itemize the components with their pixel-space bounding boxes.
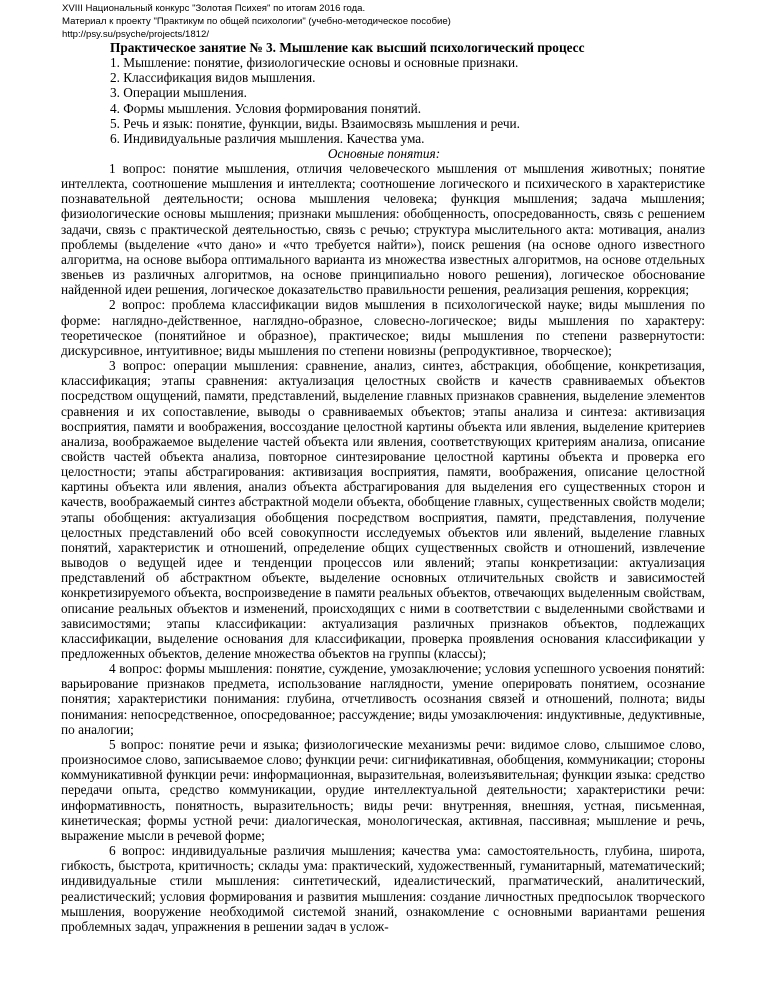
lesson-plan-list: [110, 55, 750, 146]
plan-item: 3. Операции мышления.: [110, 85, 247, 101]
body-paragraph: 3 вопрос: операции мышления: сравнение, анализ, синтез, абстракция, обобщение, конкретизация, классификация; этапы сравнения: актуализация целостных свойств и качеств сравниваемых объектов посредством ощущений, памяти, представлений, выделение главных признаков сравнения, выделение элементов сравнения и их сопоставление, выводы о сравниваемых объектов; этапы анализа и синтеза: активизация восприятия, памяти и воображения, воссоздание целостной картины объекта или явления, выделение критериев анализа, воображаемое выделение частей объекта или явления, соответствующих критериям анализа, описание свойств частей объекта анализа, повторное синтезирование целостной картины объекта и проверка его целостности; этапы абстрагирования: активизация восприятия, памяти, воображения, описание целостной картины объекта или явления, анализ объекта абстрагирования для выделения его существенных сторон и качеств, воображаемый синтез абстрактной модели объекта, обобщение главных, существенных свойств модели; этапы обобщения: актуализация обобщения посредством восприятия, памяти, представления, получение целостных представлений обо всей совокупности исследуемых объектов или явлений, выделение главных понятий, характеристик и отношений, определение общих существенных свойств и отношений, извлечение выводов о ведущей идее и тенденции процессов или явлений; этапы конкретизации: актуализация представлений об абстрактном объекте, выделение основных отличительных свойств и зависимостей конкретизируемого объекта, воспроизведение в памяти реальных объектов, отвечающих выделенным свойствам, описание реальных объектов и изменений, происходящих с ними в соответствии с выделенными свойствами и зависимостями; этапы классификации: актуализация различных признаков объектов, подлежащих классификации, выделение основания для классификации, проверка проявления основания классификации у предложенных объектов, деление множества объектов на группы (классы);: [61, 358, 705, 661]
concepts-heading: Основные понятия:: [327, 146, 441, 161]
plan-item: 6. Индивидуальные различия мышления. Качества ума.: [110, 131, 425, 147]
plan-item: 1. Мышление: понятие, физиологические основы и основные признаки.: [110, 55, 519, 70]
header-line-project: Материал к проекту "Практикум по общей психологии" (учебно-методическое пособие): [62, 16, 451, 27]
body-paragraph: 4 вопрос: формы мышления: понятие, суждение, умозаключение; условия успешного усвоения понятий: варьирование признаков предмета, использование наглядности, умение оперировать понятием, осознание понятия; характеристики понимания: глубина, отчетливость осознания связей и отношений, полнота; виды понимания: непосредственное, опосредованное; рассуждение; виды умозаключения: индуктивные, дедуктивные, по аналогии;: [61, 661, 705, 737]
body-paragraph: 6 вопрос: индивидуальные различия мышления; качества ума: самостоятельность, глубина, широта, гибкость, быстрота, критичность; склады ума: практический, художественный, гуманитарный, математический; индивидуальные стили мышления: синтетический, идеалистический, прагматический, аналитический, реалистический; условия формирования и развития мышления: создание личностных предпосылок творческого мышления, вооружение необходимой системой знаний, ознакомление с основными вариантами решения проблемных задач, упражнения в решении задач в услож-: [61, 843, 705, 934]
body-paragraph: 5 вопрос: понятие речи и языка; физиологические механизмы речи: видимое слово, слышимое слово, произносимое слово, записываемое слово; функции речи: сигнификативная, обобщения, коммуникации; стороны коммуникативной функции речи: информационная, выразительная, волеизъявительная; функции языка: средство передачи опыта, средство коммуникации, орудие интеллектуальной деятельности; характеристики речи: информативность, понятность, выразительность; виды речи: внутренняя, внешняя, устная, письменная, кинетическая; формы устной речи: диалогическая, монологическая, активная, пассивная; мышление и речь, выражение мысли в речевой форме;: [61, 736, 705, 843]
plan-item: 2. Классификация видов мышления.: [110, 70, 316, 86]
document-header: [62, 2, 722, 41]
body-paragraph: 1 вопрос: понятие мышления, отличия человеческого мышления от мышления животных; понятие интеллекта, соотношение мышления и интеллекта; соотношение логического и психического в характеристике познавательной деятельности; основа мышления человека; функция мышления; задача мышления; физиологические основы мышления; признаки мышления: обобщенность, опосредованность, связь с решением задачи, связь с практической деятельностью, связь с речью; структура мыслительного акта: мотивация, анализ проблемы (выделение «что дано» и «что требуется найти»), поиск решения (на основе одного известного алгоритма, на основе выбора оптимального варианта из множества известных алгоритмов, на основе отдельных звеньев из различных алгоритмов, на основе принципиально нового решения), логическое обоснование найденной идеи решения, логическое доказательство правильности решения, реализация решения, коррекция;: [61, 161, 705, 298]
plan-item: 5. Речь и язык: понятие, функции, виды. Взаимосвязь мышления и речи.: [110, 115, 520, 131]
header-line-contest: XVIII Национальный конкурс "Золотая Психея" по итогам 2016 года.: [62, 3, 366, 14]
document-body: [61, 161, 705, 934]
body-paragraph: 2 вопрос: проблема классификации видов мышления в психологической науке; виды мышления по форме: наглядно-действенное, наглядно-образное, словесно-логическое; виды мышления по характеру: теоретическое (понятийное и образное), практическое; виды мышления по степени развернутости: дискурсивное, интуитивное; виды мышления по степени новизны (репродуктивное, творческое);: [61, 297, 705, 358]
plan-item: 4. Формы мышления. Условия формирования понятий.: [110, 100, 422, 116]
page-title: Практическое занятие № 3. Мышление как высший психологический процесс: [110, 40, 585, 55]
header-line-url[interactable]: http://psy.su/psyche/projects/1812/: [62, 29, 210, 40]
